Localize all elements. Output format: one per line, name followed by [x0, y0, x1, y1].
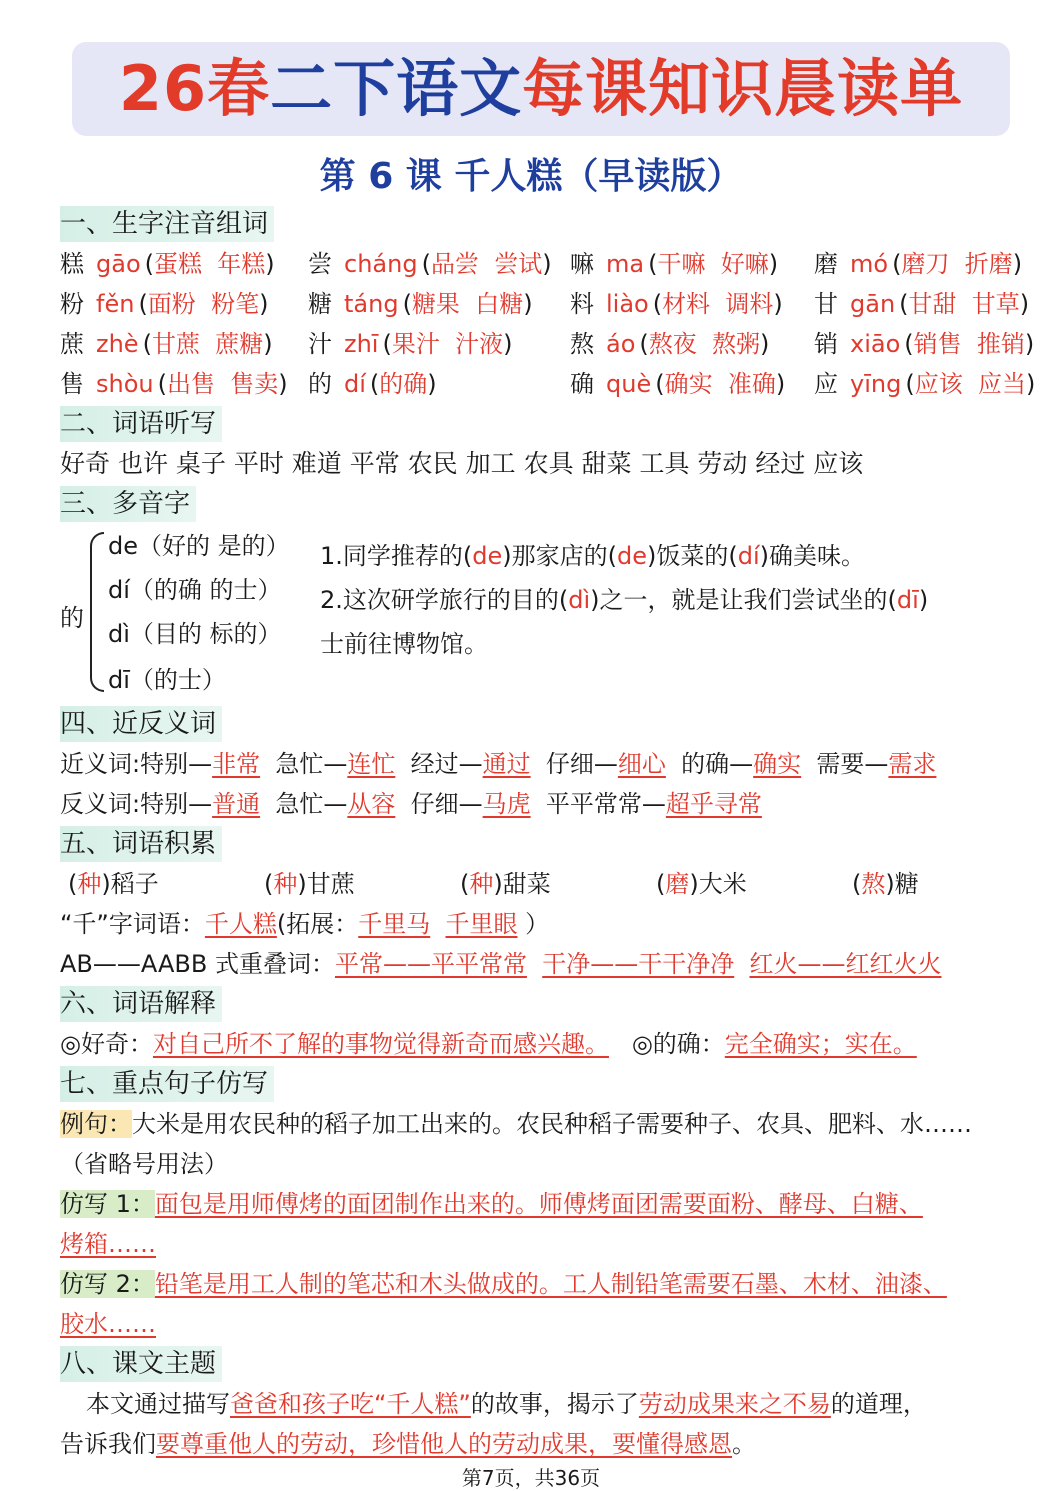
example-sentence: 例句：大米是用农民种的稻子加工出来的。农民种稻子需要种子、农具、肥料、水…… [60, 1110, 972, 1138]
page-footer: 第7页，共36页 [461, 1466, 601, 1490]
char-entry: 的 dí (的确) [308, 370, 437, 398]
char-entry: 磨 mó (磨刀 折磨) [814, 250, 1023, 278]
section-heading-3: 三、多音字 [60, 486, 196, 522]
char-entry: 确 què (确实 准确) [570, 370, 786, 398]
section-heading-8: 八、课文主题 [60, 1346, 222, 1382]
section-heading-6: 六、词语解释 [60, 986, 222, 1022]
imitation-2b: 胶水…… [60, 1310, 156, 1338]
aabb-words: AB——AABB 式重叠词：平常——平平常常 干净——干干净净 红火——红红火火 [60, 950, 942, 978]
section-heading-1: 一、生字注音组词 [60, 206, 274, 242]
char-entry: 尝 cháng (品尝 尝试) [308, 250, 552, 278]
brace [90, 532, 104, 692]
reading-item: dí（的确 的士） [108, 576, 282, 604]
fill-item: (种)甜菜 [460, 870, 551, 898]
char-entry: 嘛 ma (干嘛 好嘛) [570, 250, 779, 278]
synonyms-row: 近义词:特别—非常 急忙—连忙 经过—通过 仔细—细心 的确—确实 需要—需求 [60, 750, 937, 778]
polyphone-sentence-1: 1.同学推荐的(de)那家店的(de)饭菜的(dí)确美味。 [320, 542, 866, 570]
char-entry: 料 liào (材料 调料) [570, 290, 783, 318]
fill-item: (熬)糖 [852, 870, 919, 898]
section-heading-7: 七、重点句子仿写 [60, 1066, 274, 1102]
char-entry: 甘 gān (甘甜 甘草) [814, 290, 1030, 318]
lesson-subtitle: 第 6 课 千人糕（早读版） [319, 156, 743, 197]
theme-line-2: 告诉我们要尊重他人的劳动，珍惜他人的劳动成果，要懂得感恩。 [60, 1430, 756, 1458]
fill-item: (磨)大米 [656, 870, 747, 898]
char-entry: 汁 zhī (果汁 汁液) [308, 330, 513, 358]
char-entry: 糕 gāo (蛋糕 年糕) [60, 250, 275, 278]
section-heading-4: 四、近反义词 [60, 706, 222, 742]
polyphone-sentence-2: 2.这次研学旅行的目的(dì)之一，就是让我们尝试坐的(dī) [320, 586, 929, 614]
page-title: 26春二下语文每课知识晨读单 [118, 52, 964, 125]
qian-words: “千”字词语：千人糕(拓展：千里马 千里眼 ） [60, 910, 550, 938]
polyphone-sentence-2b: 士前往博物馆。 [320, 630, 488, 658]
char-entry: 粉 fěn (面粉 粉笔) [60, 290, 269, 318]
imitation-1b: 烤箱…… [60, 1230, 156, 1258]
theme-line-1: 本文通过描写爸爸和孩子吃“千人糕”的故事，揭示了劳动成果来之不易的道理， [86, 1390, 927, 1418]
example-note: （省略号用法） [60, 1150, 228, 1178]
antonyms-row: 反义词:特别—普通 急忙—从容 仔细—马虎 平平常常—超乎寻常 [60, 790, 762, 818]
dictation-words: 好奇 也许 桌子 平时 难道 平常 农民 加工 农具 甜菜 工具 劳动 经过 应该 [60, 449, 864, 478]
word-explanations: ◎好奇：对自己所不了解的事物觉得新奇而感兴趣。 ◎的确：完全确实；实在。 [60, 1030, 917, 1058]
reading-item: de（好的 是的） [108, 532, 290, 560]
char-entry: 应 yīng (应该 应当) [814, 370, 1036, 398]
title-banner [72, 42, 1010, 136]
polyphone-char: 的 [60, 604, 84, 632]
fill-item: (种)稻子 [68, 870, 159, 898]
imitation-1: 仿写 1：面包是用师傅烤的面团制作出来的。师傅烤面团需要面粉、酵母、白糖、 [60, 1190, 923, 1218]
reading-item: dī（的士） [108, 666, 226, 694]
char-entry: 蔗 zhè (甘蔗 蔗糖) [60, 330, 273, 358]
char-entry: 售 shòu (出售 售卖) [60, 370, 288, 398]
char-entry: 糖 táng (糖果 白糖) [308, 290, 533, 318]
imitation-2: 仿写 2：铅笔是用工人制的笔芯和木头做成的。工人制铅笔需要石墨、木材、油漆、 [60, 1270, 947, 1298]
section-heading-2: 二、词语听写 [60, 406, 222, 442]
section-heading-5: 五、词语积累 [60, 826, 222, 862]
char-entry: 销 xiāo (销售 推销) [814, 330, 1035, 358]
fill-item: (种)甘蔗 [264, 870, 355, 898]
char-entry: 熬 áo (熬夜 熬粥) [570, 330, 770, 358]
reading-item: dì（目的 标的） [108, 620, 282, 648]
